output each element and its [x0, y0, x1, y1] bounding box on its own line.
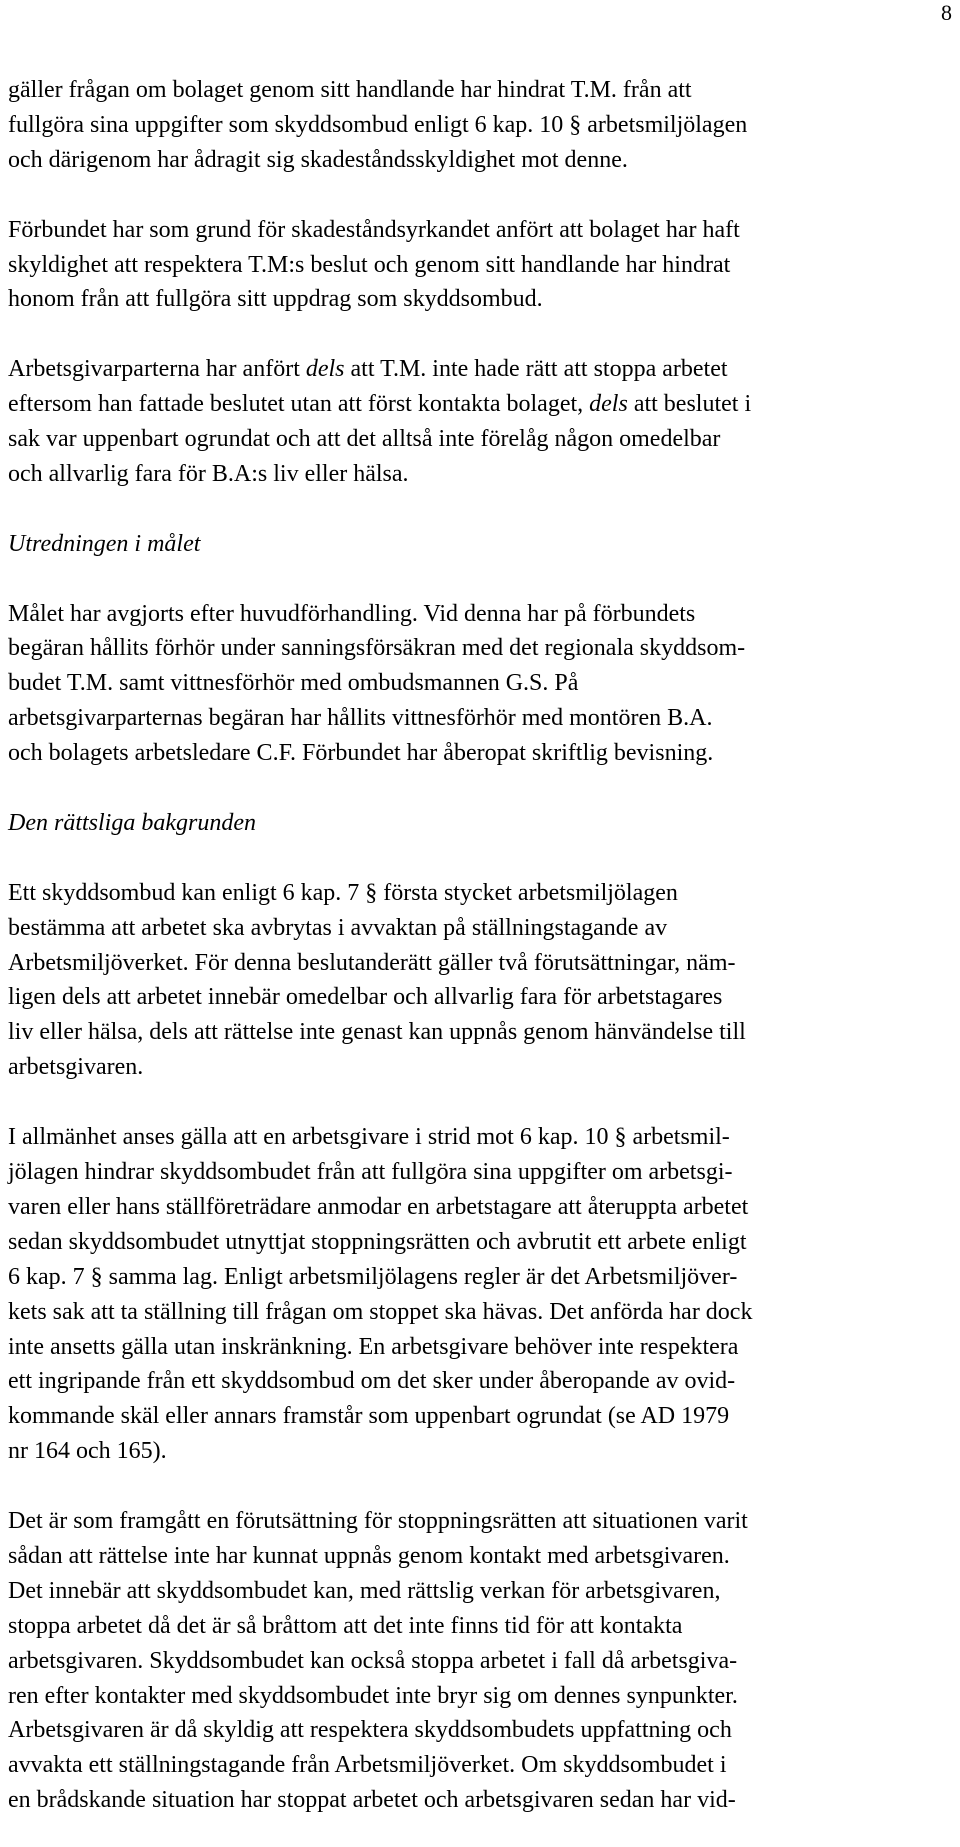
paragraph-gap — [8, 1085, 948, 1120]
text-line — [8, 1155, 948, 1190]
text-line — [8, 1190, 948, 1225]
text-segment: begäran hållits förhör under sanningsförsäkran med det regionala skyddsom- — [8, 635, 746, 662]
text-line — [8, 422, 948, 457]
section-heading: Den rättsliga bakgrunden — [8, 809, 256, 836]
text-line — [8, 631, 948, 666]
text-segment: jölagen hindrar skyddsombudet från att fullgöra sina uppgifter om arbetsgi- — [8, 1158, 733, 1185]
text-segment: budet T.M. samt vittnesförhör med ombudsmannen G.S. På — [8, 670, 579, 697]
text-segment: gäller frågan om bolaget genom sitt handlande har hindrat T.M. från att — [8, 77, 692, 103]
text-line — [8, 1679, 948, 1714]
text-segment: varen eller hans ställföreträdare anmodar en arbetstagare att återuppta arbetet — [8, 1193, 749, 1220]
text-segment: sådan att rättelse inte har kunnat uppnås genom kontakt med arbetsgivaren. — [8, 1542, 730, 1569]
text-segment: och allvarlig fara för B.A:s liv eller hälsa. — [8, 460, 409, 487]
text-line — [8, 701, 948, 736]
text-line — [8, 282, 948, 317]
text-line — [8, 736, 948, 771]
text-segment: arbetsgivaren. — [8, 1054, 144, 1081]
text-line — [8, 1539, 948, 1574]
text-line — [8, 980, 948, 1015]
text-line — [8, 1434, 948, 1469]
text-segment: honom från att fullgöra sitt uppdrag som skyddsombud. — [8, 286, 543, 313]
paragraph-gap — [8, 841, 948, 876]
text-segment: Förbundet har som grund för skadeståndsyrkandet anfört att bolaget har haft — [8, 216, 740, 243]
paragraph-gap — [8, 178, 948, 213]
text-line — [8, 666, 948, 701]
text-line — [8, 1504, 948, 1539]
text-line — [8, 108, 948, 143]
section-heading: Utredningen i målet — [8, 530, 201, 557]
paragraph-gap — [8, 1469, 948, 1504]
paragraph — [8, 73, 948, 178]
text-segment: Det innebär att skyddsombudet kan, med rättslig verkan för arbetsgivaren, — [8, 1577, 721, 1604]
text-line — [8, 143, 948, 178]
text-line — [8, 1225, 948, 1260]
text-line — [8, 876, 948, 911]
paragraph-gap — [8, 771, 948, 806]
paragraph-gap — [8, 562, 948, 597]
text-segment: inte ansetts gälla utan inskränkning. En arbetsgivare behöver inte respektera — [8, 1333, 739, 1360]
text-line — [8, 248, 948, 283]
text-segment: I allmänhet anses gälla att en arbetsgivare i strid mot 6 kap. 10 § arbetsmil- — [8, 1124, 730, 1151]
paragraph-gap — [8, 492, 948, 527]
text-segment: Ett skyddsombud kan enligt 6 kap. 7 § första stycket arbetsmiljölagen — [8, 879, 678, 906]
text-segment: sedan skyddsombudet utnyttjat stoppningsrätten och avbrutit ett arbete enligt — [8, 1228, 747, 1255]
text-segment: arbetsgivaren. Skyddsombudet kan också stoppa arbetet i fall då arbetsgiva- — [8, 1647, 738, 1674]
emphasis-text: dels — [305, 356, 345, 383]
text-segment: nr 164 och 165). — [8, 1438, 167, 1465]
text-line — [8, 1364, 948, 1399]
text-segment: att T.M. inte hade rätt att stoppa arbetet — [344, 356, 728, 383]
paragraph — [8, 876, 948, 1085]
text-line — [8, 1609, 948, 1644]
text-line — [8, 911, 948, 946]
text-line — [8, 1644, 948, 1679]
text-segment: att beslutet i — [627, 391, 752, 418]
document-body — [8, 73, 948, 1818]
text-segment: arbetsgivarparternas begäran har hållits vittnesförhör med montören B.A. — [8, 705, 713, 732]
text-line — [8, 1783, 948, 1818]
text-segment: Arbetsmiljöverket. För denna beslutanderätt gäller två förutsättningar, näm- — [8, 949, 736, 976]
text-line — [8, 213, 948, 248]
paragraph — [8, 597, 948, 772]
text-segment: och därigenom har ådragit sig skadeståndsskyldighet mot denne. — [8, 146, 628, 173]
text-segment: Målet har avgjorts efter huvudförhandling. Vid denna har på förbundets — [8, 600, 696, 627]
text-line — [8, 946, 948, 981]
text-segment: ligen dels att arbetet innebär omedelbar och allvarlig fara för arbetstagares — [8, 984, 723, 1011]
text-segment: Det är som framgått en förutsättning för stoppningsrätten att situationen varit — [8, 1508, 748, 1535]
text-line — [8, 1574, 948, 1609]
text-line — [8, 457, 948, 492]
text-segment: avvakta ett ställningstagande från Arbetsmiljöverket. Om skyddsombudet i — [8, 1752, 727, 1779]
text-line — [8, 1015, 948, 1050]
emphasis-text: dels — [589, 391, 628, 418]
paragraph — [8, 213, 948, 318]
text-line — [8, 387, 948, 422]
text-line — [8, 1050, 948, 1085]
text-line — [8, 1295, 948, 1330]
text-segment: liv eller hälsa, dels att rättelse inte genast kan uppnås genom hänvändelse till — [8, 1019, 746, 1046]
text-segment: stoppa arbetet då det är så bråttom att det inte finns tid för att kontakta — [8, 1612, 683, 1639]
text-segment: sak var uppenbart ogrundat och att det alltså inte förelåg någon omedelbar — [8, 426, 721, 453]
paragraph — [8, 352, 948, 492]
text-line — [8, 1713, 948, 1748]
text-segment: bestämma att arbetet ska avbrytas i avvaktan på ställningstagande av — [8, 914, 668, 941]
text-segment: ett ingripande från ett skyddsombud om det sker under åberopande av ovid- — [8, 1368, 736, 1395]
text-line — [8, 1748, 948, 1783]
text-segment: skyldighet att respektera T.M:s beslut och genom sitt handlande har hindrat — [8, 251, 731, 278]
text-line — [8, 352, 948, 387]
text-segment: en brådskande situation har stoppat arbetet och arbetsgivaren sedan har vid- — [8, 1787, 736, 1814]
text-segment: fullgöra sina uppgifter som skyddsombud enligt 6 kap. 10 § arbetsmiljölagen — [8, 111, 748, 138]
text-line — [8, 1330, 948, 1365]
text-segment: Arbetsgivarparterna har anfört — [8, 356, 306, 383]
paragraph — [8, 1120, 948, 1469]
text-segment: kets sak att ta ställning till frågan om stoppet ska hävas. Det anförda har dock — [8, 1298, 753, 1325]
text-segment: kommande skäl eller annars framstår som uppenbart ogrundat (se AD 1979 — [8, 1403, 730, 1430]
paragraph-gap — [8, 317, 948, 352]
text-line — [8, 1399, 948, 1434]
text-line — [8, 1120, 948, 1155]
text-segment: ren efter kontakter med skyddsombudet inte bryr sig om dennes synpunkter. — [8, 1682, 738, 1709]
text-line — [8, 1260, 948, 1295]
text-segment: eftersom han fattade beslutet utan att först kontakta bolaget, — [8, 391, 590, 418]
text-segment: 6 kap. 7 § samma lag. Enligt arbetsmiljölagens regler är det Arbetsmiljöver- — [8, 1263, 738, 1290]
page-number: 8 — [941, 0, 952, 25]
text-line — [8, 597, 948, 632]
text-line — [8, 73, 948, 108]
paragraph — [8, 1504, 948, 1818]
text-segment: och bolagets arbetsledare C.F. Förbundet har åberopat skriftlig bevisning. — [8, 740, 714, 767]
text-segment: Arbetsgivaren är då skyldig att respektera skyddsombudets uppfattning och — [8, 1717, 732, 1744]
